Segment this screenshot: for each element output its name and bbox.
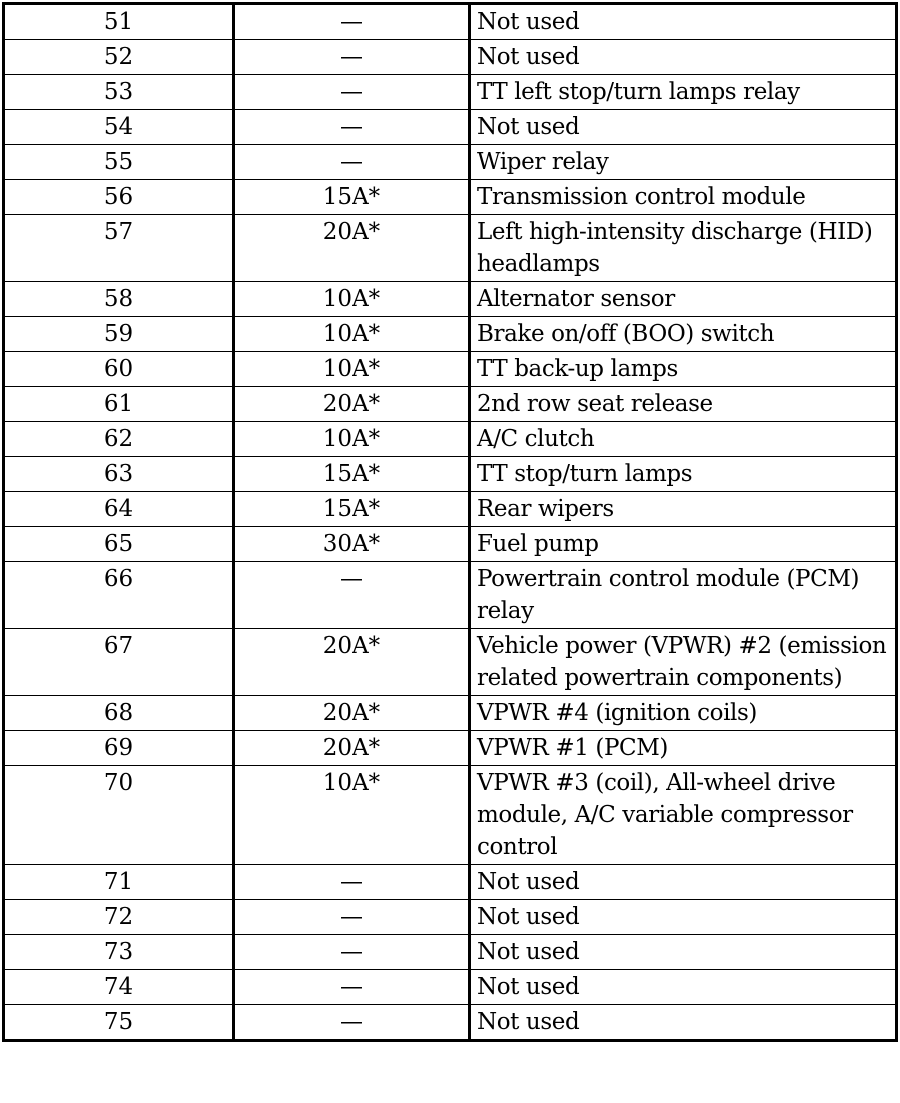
protected-circuit-cell: 2nd row seat release — [470, 387, 897, 422]
table-row — [4, 40, 897, 75]
fuse-number-cell: 56 — [4, 180, 234, 215]
protected-circuit-cell: Left high-intensity discharge (HID) headlamps — [470, 215, 897, 282]
table-row — [4, 317, 897, 352]
fuse-number-cell: 61 — [4, 387, 234, 422]
amp-rating-cell: — — [234, 40, 470, 75]
protected-circuit-cell: Alternator sensor — [470, 282, 897, 317]
amp-rating-cell: — — [234, 900, 470, 935]
amp-rating-cell: — — [234, 865, 470, 900]
amp-rating-cell: 10A* — [234, 422, 470, 457]
table-row — [4, 492, 897, 527]
fuse-number-cell: 60 — [4, 352, 234, 387]
protected-circuit-cell: Fuel pump — [470, 527, 897, 562]
fuse-number-cell: 53 — [4, 75, 234, 110]
amp-rating-cell: — — [234, 935, 470, 970]
amp-rating-cell: — — [234, 145, 470, 180]
table-row — [4, 629, 897, 696]
amp-rating-cell: — — [234, 1005, 470, 1041]
fuse-number-cell: 52 — [4, 40, 234, 75]
amp-rating-cell: 20A* — [234, 215, 470, 282]
fuse-number-cell: 67 — [4, 629, 234, 696]
fuse-number-cell: 62 — [4, 422, 234, 457]
table-row — [4, 696, 897, 731]
fuse-number-cell: 59 — [4, 317, 234, 352]
protected-circuit-cell: Not used — [470, 970, 897, 1005]
table-row — [4, 180, 897, 215]
amp-rating-cell: 10A* — [234, 352, 470, 387]
fuse-table — [2, 2, 898, 1042]
amp-rating-cell: 10A* — [234, 282, 470, 317]
amp-rating-cell: 15A* — [234, 492, 470, 527]
table-row — [4, 457, 897, 492]
protected-circuit-cell: A/C clutch — [470, 422, 897, 457]
protected-circuit-cell: Not used — [470, 4, 897, 40]
fuse-number-cell: 57 — [4, 215, 234, 282]
amp-rating-cell: — — [234, 110, 470, 145]
protected-circuit-cell: TT stop/turn lamps — [470, 457, 897, 492]
amp-rating-cell: — — [234, 562, 470, 629]
protected-circuit-cell: Not used — [470, 40, 897, 75]
table-row — [4, 110, 897, 145]
amp-rating-cell: — — [234, 75, 470, 110]
fuse-number-cell: 72 — [4, 900, 234, 935]
fuse-number-cell: 64 — [4, 492, 234, 527]
amp-rating-cell: 10A* — [234, 317, 470, 352]
table-row — [4, 75, 897, 110]
protected-circuit-cell: Vehicle power (VPWR) #2 (emission related powertrain components) — [470, 629, 897, 696]
table-row — [4, 731, 897, 766]
amp-rating-cell: 30A* — [234, 527, 470, 562]
table-row — [4, 422, 897, 457]
fuse-number-cell: 51 — [4, 4, 234, 40]
table-row — [4, 766, 897, 865]
table-row — [4, 935, 897, 970]
fuse-number-cell: 54 — [4, 110, 234, 145]
protected-circuit-cell: Not used — [470, 900, 897, 935]
amp-rating-cell: 20A* — [234, 629, 470, 696]
table-row — [4, 4, 897, 40]
table-row — [4, 387, 897, 422]
table-row — [4, 215, 897, 282]
table-row — [4, 900, 897, 935]
fuse-number-cell: 74 — [4, 970, 234, 1005]
fuse-number-cell: 58 — [4, 282, 234, 317]
fuse-number-cell: 63 — [4, 457, 234, 492]
protected-circuit-cell: Not used — [470, 110, 897, 145]
protected-circuit-cell: Not used — [470, 1005, 897, 1041]
amp-rating-cell: 15A* — [234, 180, 470, 215]
fuse-number-cell: 71 — [4, 865, 234, 900]
amp-rating-cell: 10A* — [234, 766, 470, 865]
protected-circuit-cell: Transmission control module — [470, 180, 897, 215]
table-row — [4, 352, 897, 387]
protected-circuit-cell: TT back-up lamps — [470, 352, 897, 387]
table-row — [4, 970, 897, 1005]
amp-rating-cell: 20A* — [234, 387, 470, 422]
amp-rating-cell: 20A* — [234, 731, 470, 766]
protected-circuit-cell: Powertrain control module (PCM) relay — [470, 562, 897, 629]
fuse-number-cell: 75 — [4, 1005, 234, 1041]
fuse-number-cell: 66 — [4, 562, 234, 629]
table-row — [4, 282, 897, 317]
protected-circuit-cell: Not used — [470, 865, 897, 900]
amp-rating-cell: 20A* — [234, 696, 470, 731]
table-row — [4, 865, 897, 900]
amp-rating-cell: — — [234, 4, 470, 40]
amp-rating-cell: 15A* — [234, 457, 470, 492]
protected-circuit-cell: TT left stop/turn lamps relay — [470, 75, 897, 110]
fuse-number-cell: 69 — [4, 731, 234, 766]
protected-circuit-cell: VPWR #1 (PCM) — [470, 731, 897, 766]
fuse-number-cell: 68 — [4, 696, 234, 731]
fuse-number-cell: 73 — [4, 935, 234, 970]
amp-rating-cell: — — [234, 970, 470, 1005]
fuse-number-cell: 55 — [4, 145, 234, 180]
table-row — [4, 145, 897, 180]
protected-circuit-cell: Rear wipers — [470, 492, 897, 527]
fuse-number-cell: 70 — [4, 766, 234, 865]
protected-circuit-cell: Not used — [470, 935, 897, 970]
protected-circuit-cell: Wiper relay — [470, 145, 897, 180]
fuse-table-body — [4, 4, 897, 1041]
table-row — [4, 562, 897, 629]
protected-circuit-cell: VPWR #4 (ignition coils) — [470, 696, 897, 731]
table-row — [4, 1005, 897, 1041]
protected-circuit-cell: Brake on/off (BOO) switch — [470, 317, 897, 352]
table-row — [4, 527, 897, 562]
fuse-number-cell: 65 — [4, 527, 234, 562]
protected-circuit-cell: VPWR #3 (coil), All-wheel drive module, A/C variable compressor control — [470, 766, 897, 865]
